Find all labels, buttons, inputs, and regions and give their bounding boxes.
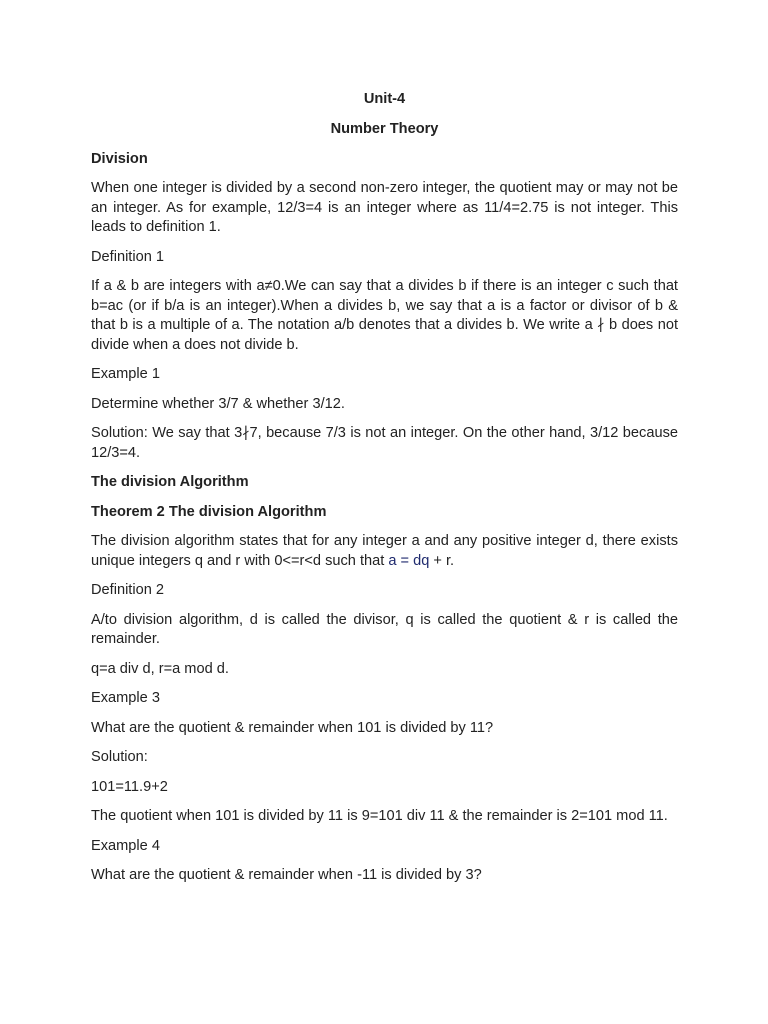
section-heading-division-algorithm: The division Algorithm xyxy=(91,474,249,490)
example-3-question: What are the quotient & remainder when 101 is divided by 11? xyxy=(91,719,494,736)
theorem-2-text xyxy=(91,532,678,571)
unit-title: Unit-4 xyxy=(363,91,406,107)
example-1-question: Determine whether 3/7 & whether 3/12. xyxy=(91,395,345,412)
example-1-solution: Solution: We say that 3∤7, because 7/3 is not an integer. On the other hand, 3/12 because 12/3=4. xyxy=(91,425,678,461)
definition-1-label: Definition 1 xyxy=(91,248,165,265)
theorem-2-formula: a = dq xyxy=(388,552,430,569)
example-4-question: What are the quotient & remainder when -11 is divided by 3? xyxy=(91,867,482,883)
theorem-2-title: Theorem 2 The division Algorithm xyxy=(91,503,327,520)
intro-paragraph: When one integer is divided by a second non-zero integer, the quotient may or may not be an integer. As for example, 12/3=4 is an integer where as 11/4=2.75 is not integer. This leads to definition 1. xyxy=(91,180,678,235)
section-heading-division: Division xyxy=(91,150,148,167)
example-3-equation: 101=11.9+2 xyxy=(91,778,168,795)
solution-label: Solution: xyxy=(91,749,148,765)
example-4-label: Example 4 xyxy=(91,837,160,854)
theorem-2-text-after: + r. xyxy=(429,552,455,569)
definition-2-label: Definition 2 xyxy=(91,582,165,598)
div-mod-notation: q=a div d, r=a mod d. xyxy=(91,660,229,677)
page-title: Number Theory xyxy=(330,121,439,137)
definition-1-text: If a & b are integers with a≠0.We can say that a divides b if there is an integer c such that b=ac (or if b/a is an integer).When a divides b, we say that a is a factor or divisor of b & that b is a multiple of a. The notation a/b denotes that a divides b. We write a ∤ b does not divide when a does not divide b. xyxy=(91,278,678,353)
example-3-answer: The quotient when 101 is divided by 11 is 9=101 div 11 & the remainder is 2=101 mod 11. xyxy=(91,808,668,824)
example-1-label: Example 1 xyxy=(91,366,160,382)
definition-2-text: A/to division algorithm, d is called the divisor, q is called the quotient & r is called the remainder. xyxy=(91,611,678,647)
example-3-label: Example 3 xyxy=(91,690,160,706)
theorem-2-text-before: The division algorithm states that for any integer a and any positive integer d, there exists unique integers q and r with 0<=r<d such that xyxy=(91,533,678,569)
document-body xyxy=(91,90,678,896)
